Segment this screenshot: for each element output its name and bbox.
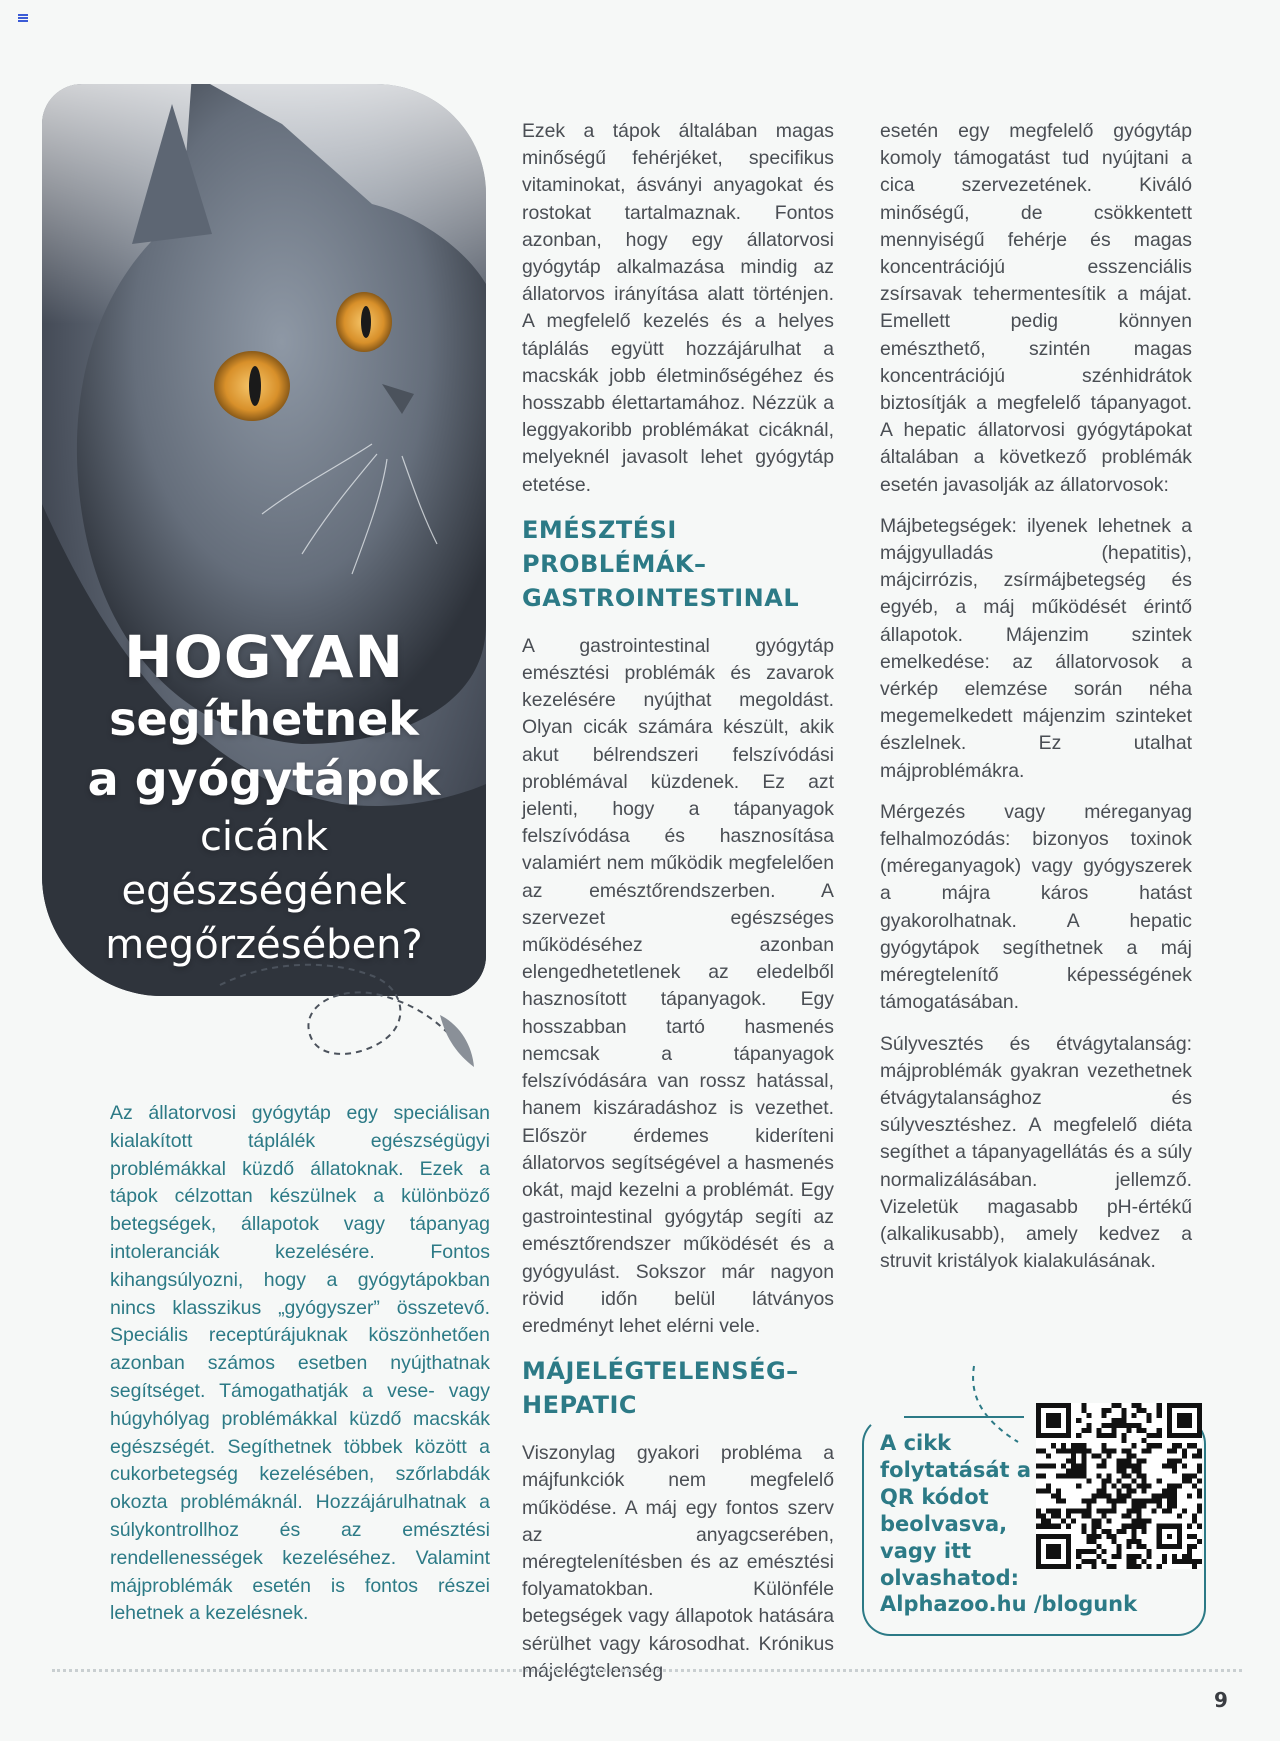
qr-callout-text: A cikk folytatását a QR kódot beolvasva, vagy itt olvashatod: <box>880 1431 1032 1590</box>
paragraph: Mérgezés vagy méreganyag felhalmozódás: bizonyos toxinok (méreganyagok) vagy gyógyszerek a májra káros hatást gyakorolhatnak. A hepatic gyógytápok segíthetnek a máj méregtelenítő képességének támogatásában. <box>880 800 1192 1014</box>
title-line-6: megőrzésében? <box>105 922 423 968</box>
section-heading-gastrointestinal: EMÉSZTÉSI PROBLÉMÁK– GASTROINTESTINAL <box>522 515 800 612</box>
menu-icon[interactable] <box>18 14 28 22</box>
qr-code-icon[interactable] <box>1036 1403 1202 1569</box>
dashed-string-decoration <box>210 955 480 1075</box>
intro-paragraph: Az állatorvosi gyógytáp egy speciálisan kialakított táplálék egészségügyi problémákkal küzdő állatoknak. Ezek a tápok célzottan készülnek a különböző betegségek, állapotok vagy tápanyag intoleranciák kezelésére. Fontos kihangsúlyozni, hogy a gyógytápokban nincs klasszikus „gyógyszer” összetevő. Speciális receptúrájuknak köszönhetően azonban számos esetben nyújthatnak segítséget. Támogathatják a vese- vagy húgyhólyag problémákkal küzdő macskák egészségét. Segíthetnek többek között a cukorbetegség kezelésében, szőrlabdák okozta problémáknál. Hozzájárulhatnak a súlykontrollhoz és az emésztési rendellenességek kezeléséhez. Valamint májproblémák esetén is fontos részei lehetnek a kezelésnek. <box>110 1102 490 1625</box>
paragraph: A gastrointestinal gyógytáp emésztési problémák és zavarok kezelésére nyújthat megoldást. Olyan cicák számára készült, akik akut bélrendszeri felszívódási problémával küzdenek. Ez azt jelenti, hogy a tápanyagok felszívódása és hasznosítása valamiért nem működik megfelelően az emésztőrendszerben. A szervezet egészséges működéséhez azonban elengedhetetlenek az eledelből hasznosított tápanyagok. Egy hosszabban tartó hasmenés nemcsak a tápanyagok felszívódására van rossz hatással, hanem kiszáradáshoz is vezethet. Először érdemes kideríteni állatorvos segítségével a hasmenés okát, majd kezelni a problémát. Egy gastrointestinal gyógytáp segíti az emésztőrendszer működését és a gyógyulást. Sokszor már nagyon rövid időn belül látványos eredményt lehet elérni vele. <box>522 634 834 1337</box>
title-line-2: segíthetnek <box>109 692 419 746</box>
hero-title <box>42 624 486 972</box>
section-heading-hepatic: MÁJELÉGTELENSÉG– HEPATIC <box>522 1357 799 1420</box>
paragraph: Ezek a tápok általában magas minőségű fehérjéket, specifikus vitaminokat, ásványi anyagokat és rostokat tartalmaznak. Fontos azonban, hogy egy állatorvosi gyógytáp alkalmazása mindig az állatorvos irányítása alatt történjen. A megfelelő kezelés és a helyes táplálás együtt hozzájárulhat a macskák jobb életminőségéhez és hosszabb élettartamához. Nézzük a leggyakoribb problémákat cicáknál, melyeknél javasolt lehet gyógytáp etetése. <box>522 120 834 496</box>
page-number: 9 <box>1214 1688 1228 1712</box>
hero-cat-photo <box>42 84 486 996</box>
blog-link[interactable]: Alphazoo.hu /blogunk <box>880 1592 1138 1616</box>
article-column-2 <box>522 118 834 1699</box>
title-line-4: cicánk <box>199 814 329 860</box>
paragraph: esetén egy megfelelő gyógytáp komoly támogatást tud nyújtani a cica szervezetének. Kiváló minőségű, de csökkentett mennyiségű fehérje és magas koncentrációjú esszenciális zsírsavak tehermentesítik a májat. Emellett pedig könnyen emészthető, szintén magas koncentrációjú szénhidrátok biztosítják a megfelelő tápanyagot. A hepatic állatorvosi gyógytápokat általában a következő problémák esetén javasolják az állatorvosok: <box>880 120 1192 496</box>
footer-divider <box>52 1669 1242 1672</box>
paragraph: Viszonylag gyakori probléma a májfunkciók nem megfelelő működése. A máj egy fontos szerv az anyagcserében, méregtelenítésben és az emésztési folyamatokban. Különféle betegségek vagy állapotok hatására sérülhet vagy károsodhat. Krónikus májelégtelenség <box>522 1442 834 1682</box>
title-line-3: a gyógytápok <box>87 752 441 806</box>
paragraph: Májbetegségek: ilyenek lehetnek a májgyulladás (hepatitis), májcirrózis, zsírmájbetegség és egyéb, a máj működését érintő állapotok. Májenzim szintek emelkedése: az állatorvosok a vérkép elemzése során néha megemelkedett májenzim szinteket észlelnek. Ez utalhat májproblémákra. <box>880 514 1192 782</box>
title-line-1: HOGYAN <box>123 623 405 691</box>
article-column-3 <box>880 118 1192 1289</box>
paragraph: Súlyvesztés és étvágytalanság: májproblémák gyakran vezethetnek étvágytalansághoz és súlyvesztéshez. A megfelelő diéta segíthet a tápanyagellátás és a súly normalizálásában. jellemző. Vizeletük magasabb pH-értékű (alkalikusabb), amely kedvez a struvit kristályok kialakulásának. <box>880 1032 1192 1273</box>
title-line-5: egészségének <box>121 868 407 914</box>
